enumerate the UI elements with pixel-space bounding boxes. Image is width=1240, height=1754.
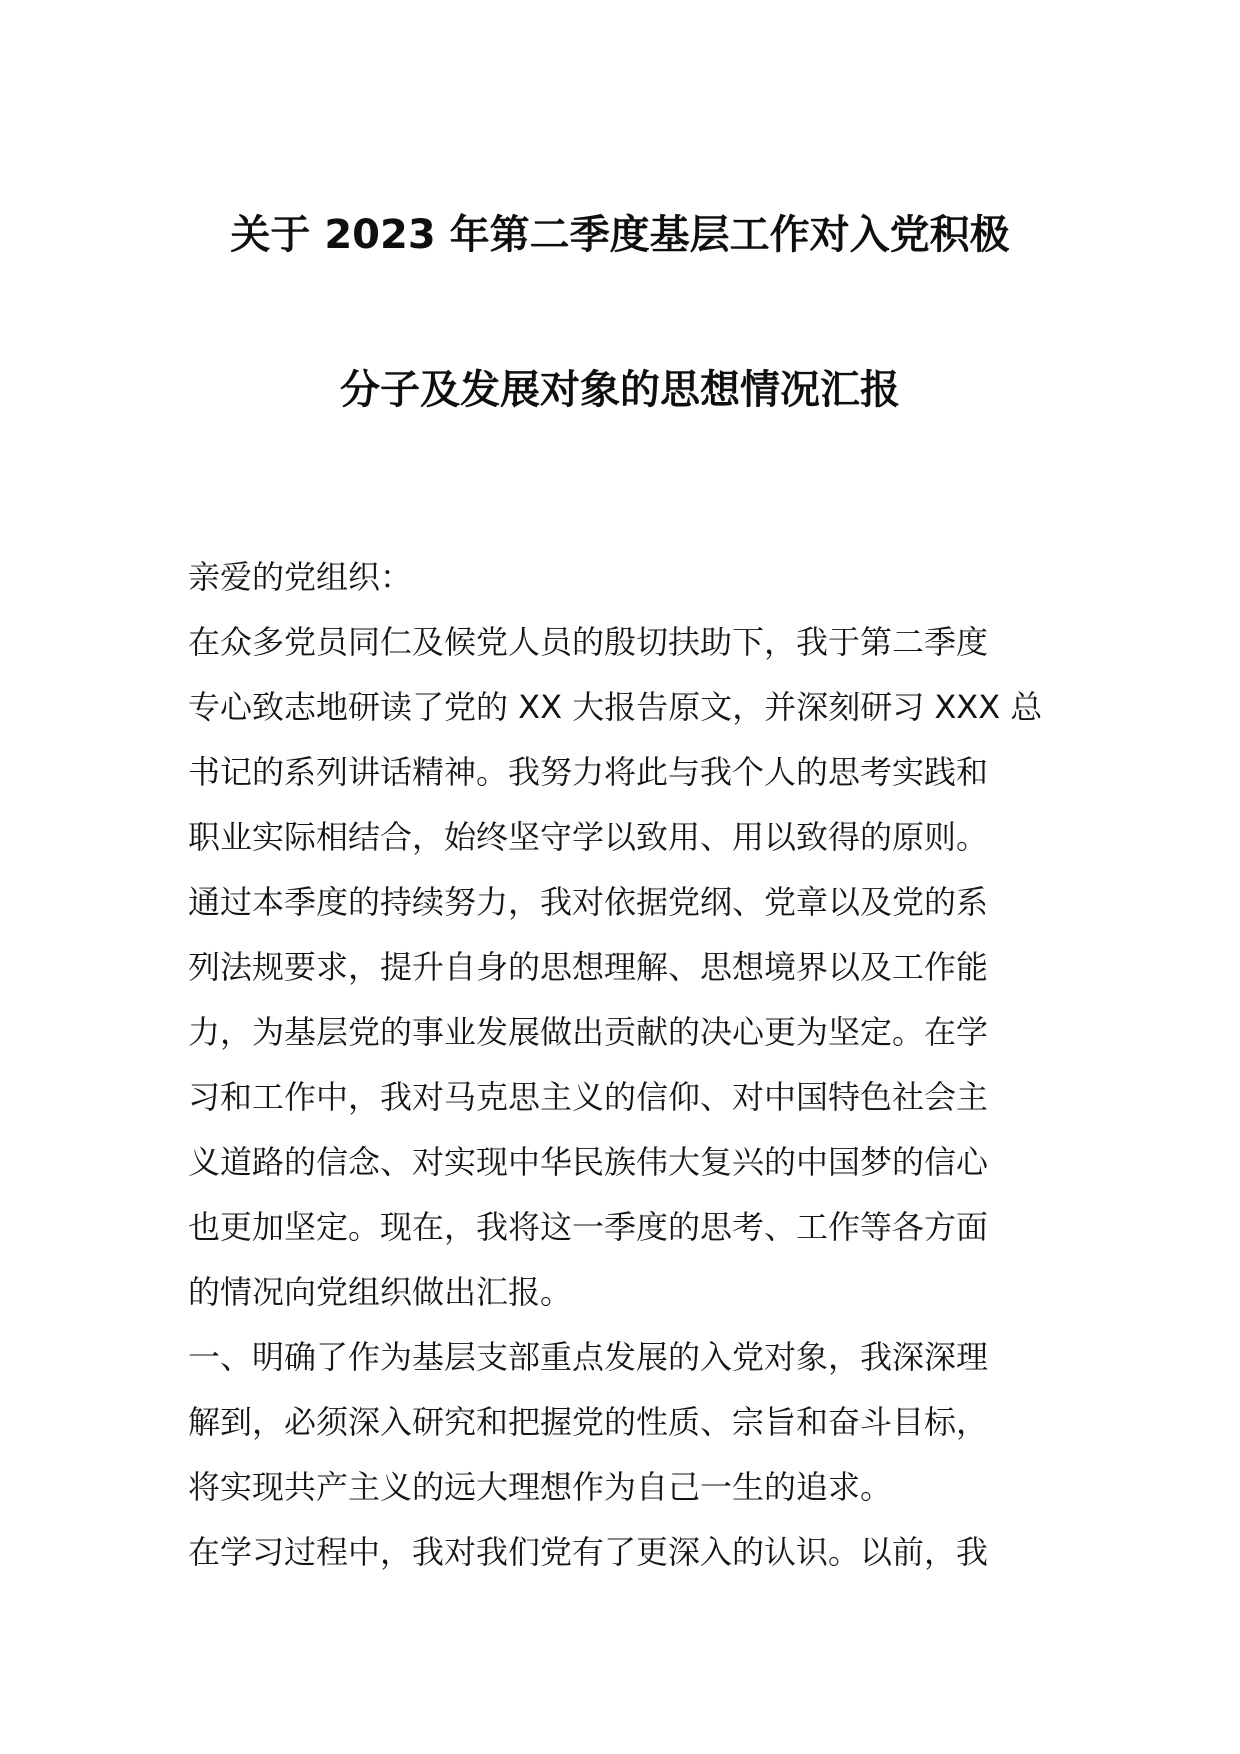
document-title-line-1: 关于 2023 年第二季度基层工作对入党积极 [230,212,1010,258]
body-line: 习和工作中，我对马克思主义的信仰、对中国特色社会主 [188,1078,989,1116]
body-line: 解到，必须深入研究和把握党的性质、宗旨和奋斗目标， [188,1403,989,1441]
body-line: 职业实际相结合，始终坚守学以致用、用以致得的原则。 [188,818,989,856]
body-line: 在众多党员同仁及候党人员的殷切扶助下，我于第二季度 [188,623,989,661]
section-heading-line: 一、明确了作为基层支部重点发展的入党对象，我深深理 [188,1338,989,1376]
salutation: 亲爱的党组织： [188,558,413,596]
body-line: 力，为基层党的事业发展做出贡献的决心更为坚定。在学 [188,1013,989,1051]
body-line: 也更加坚定。现在，我将这一季度的思考、工作等各方面 [188,1208,989,1246]
document-title-line-2: 分子及发展对象的思想情况汇报 [340,367,900,413]
body-line: 义道路的信念、对实现中华民族伟大复兴的中国梦的信心 [188,1143,989,1181]
body-line: 通过本季度的持续努力，我对依据党纲、党章以及党的系 [188,883,989,921]
body-line: 在学习过程中，我对我们党有了更深入的认识。以前，我 [188,1533,989,1571]
body-line: 专心致志地研读了党的 XX 大报告原文，并深刻研习 XXX 总 [188,688,1043,726]
document-body [188,545,1058,1585]
body-line: 书记的系列讲话精神。我努力将此与我个人的思考实践和 [188,753,989,791]
body-line: 列法规要求，提升自身的思想理解、思想境界以及工作能 [188,948,989,986]
body-line: 将实现共产主义的远大理想作为自己一生的追求。 [188,1468,893,1506]
body-line: 的情况向党组织做出汇报。 [188,1273,573,1311]
